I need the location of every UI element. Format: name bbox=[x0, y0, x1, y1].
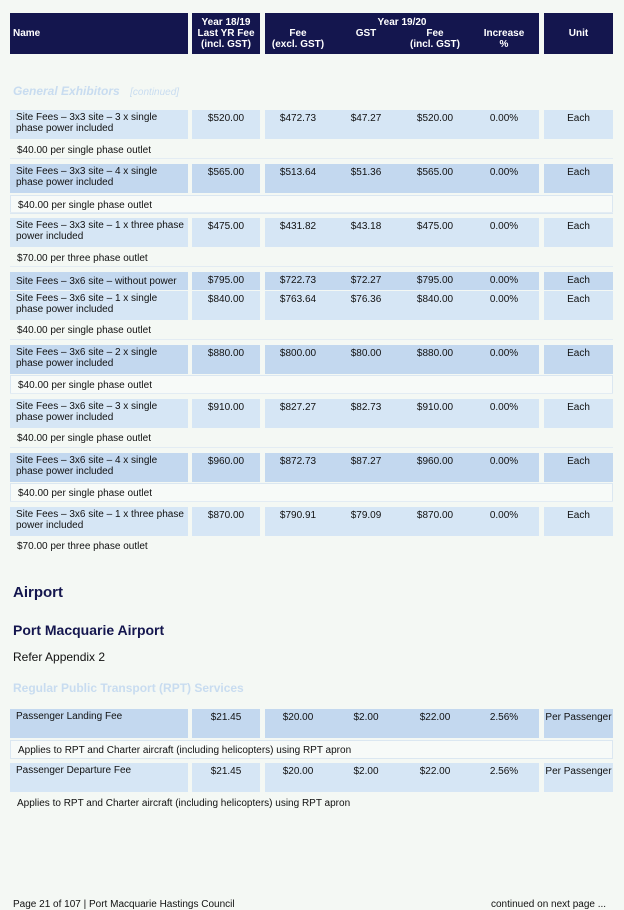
row-divider bbox=[10, 447, 613, 448]
fee-name: Site Fees – 3x3 site – 3 x single phase power included bbox=[16, 112, 158, 134]
fee-incl-gst: $22.00 bbox=[419, 712, 451, 723]
fee-note: $40.00 per single phase outlet bbox=[17, 325, 151, 336]
footer-page-info: Page 21 of 107 | Port Macquarie Hastings Council bbox=[13, 899, 235, 910]
fee-unit: Each bbox=[567, 402, 590, 413]
section-continued: [continued] bbox=[130, 87, 180, 98]
fee-incl-gst: $870.00 bbox=[416, 510, 454, 521]
fee-name: Site Fees – 3x6 site – 1 x single phase power included bbox=[16, 293, 158, 315]
fee-excl-gst: $827.27 bbox=[279, 402, 317, 413]
fee-increase: 0.00% bbox=[489, 456, 519, 467]
fee-name: Site Fees – 3x6 site – 4 x single phase power included bbox=[16, 455, 158, 477]
fee-unit: Each bbox=[567, 510, 590, 521]
col-header-increase: Increase % bbox=[483, 28, 525, 50]
fee-excl-gst: $790.91 bbox=[279, 510, 317, 521]
fee-name: Site Fees – 3x6 site – 3 x single phase power included bbox=[16, 401, 158, 423]
fee-name: Site Fees – 3x3 site – 1 x three phase power included bbox=[16, 220, 184, 242]
fee-incl-gst: $840.00 bbox=[416, 294, 454, 305]
row-divider bbox=[10, 501, 613, 502]
fee-increase: 0.00% bbox=[489, 348, 519, 359]
fee-gst: $2.00 bbox=[353, 766, 379, 777]
fee-name: Site Fees – 3x6 site – 2 x single phase power included bbox=[16, 347, 158, 369]
footer-continued: continued on next page ... bbox=[491, 899, 607, 910]
fee-gst: $76.36 bbox=[350, 294, 382, 305]
fee-unit: Each bbox=[567, 456, 590, 467]
col-header-fee-excl: Fee (excl. GST) bbox=[271, 28, 325, 50]
fee-gst: $72.27 bbox=[350, 275, 382, 286]
fee-note: $40.00 per single phase outlet bbox=[17, 145, 151, 156]
fee-note: $40.00 per single phase outlet bbox=[17, 433, 151, 444]
row-divider bbox=[10, 212, 613, 213]
fee-increase: 0.00% bbox=[489, 294, 519, 305]
fee-gst: $43.18 bbox=[350, 221, 382, 232]
fee-last-year: $910.00 bbox=[207, 402, 245, 413]
fee-increase: 0.00% bbox=[489, 221, 519, 232]
fee-incl-gst: $795.00 bbox=[416, 275, 454, 286]
col-header-name: Name bbox=[10, 13, 188, 54]
col-header-unit: Unit bbox=[544, 13, 613, 54]
rpt-section-title: Regular Public Transport (RPT) Services bbox=[13, 681, 244, 695]
fee-excl-gst: $763.64 bbox=[279, 294, 317, 305]
fee-unit: Each bbox=[567, 348, 590, 359]
fee-name: Passenger Departure Fee bbox=[16, 765, 132, 776]
fee-incl-gst: $960.00 bbox=[416, 456, 454, 467]
fee-note: $70.00 per three phase outlet bbox=[17, 541, 148, 552]
fee-gst: $2.00 bbox=[353, 712, 379, 723]
section-title bbox=[13, 82, 179, 100]
fee-unit: Each bbox=[567, 275, 590, 286]
col-header-last-year: Year 18/19 Last YR Fee (incl. GST) bbox=[192, 13, 260, 54]
fee-gst: $47.27 bbox=[350, 113, 382, 124]
fee-incl-gst: $565.00 bbox=[416, 167, 454, 178]
fee-last-year: $21.45 bbox=[210, 766, 242, 777]
col-header-fee-incl: Fee (incl. GST) bbox=[410, 28, 460, 50]
fee-name: Site Fees – 3x6 site – 1 x three phase power included bbox=[16, 509, 184, 531]
fee-unit: Per Passenger bbox=[545, 712, 612, 723]
col-header-gst: GST bbox=[355, 28, 377, 39]
year-group-label: Year 19/20 bbox=[377, 17, 427, 28]
refer-appendix: Refer Appendix 2 bbox=[13, 650, 106, 664]
fee-last-year: $795.00 bbox=[207, 275, 245, 286]
fee-note: Applies to RPT and Charter aircraft (including helicopters) using RPT apron bbox=[10, 740, 613, 759]
fee-note: $70.00 per three phase outlet bbox=[17, 253, 148, 264]
fee-unit: Each bbox=[567, 221, 590, 232]
fee-excl-gst: $800.00 bbox=[279, 348, 317, 359]
fee-last-year: $960.00 bbox=[207, 456, 245, 467]
airport-heading: Airport bbox=[13, 584, 63, 601]
fee-excl-gst: $513.64 bbox=[279, 167, 317, 178]
fee-last-year: $870.00 bbox=[207, 510, 245, 521]
row-divider bbox=[10, 393, 613, 394]
fee-name: Site Fees – 3x6 site – without power bbox=[16, 276, 177, 287]
fee-incl-gst: $880.00 bbox=[416, 348, 454, 359]
fee-unit: Each bbox=[567, 167, 590, 178]
fee-increase: 0.00% bbox=[489, 402, 519, 413]
fee-excl-gst: $20.00 bbox=[282, 712, 314, 723]
fee-unit: Each bbox=[567, 294, 590, 305]
fee-last-year: $840.00 bbox=[207, 294, 245, 305]
fee-gst: $80.00 bbox=[350, 348, 382, 359]
fee-last-year: $475.00 bbox=[207, 221, 245, 232]
row-divider bbox=[10, 158, 613, 159]
fee-incl-gst: $22.00 bbox=[419, 766, 451, 777]
fee-unit: Per Passenger bbox=[545, 766, 612, 777]
fee-increase: 2.56% bbox=[489, 766, 519, 777]
fee-last-year: $880.00 bbox=[207, 348, 245, 359]
fee-increase: 0.00% bbox=[489, 275, 519, 286]
fee-excl-gst: $722.73 bbox=[279, 275, 317, 286]
fee-gst: $79.09 bbox=[350, 510, 382, 521]
fee-name: Passenger Landing Fee bbox=[16, 711, 123, 722]
fee-gst: $51.36 bbox=[350, 167, 382, 178]
fee-increase: 0.00% bbox=[489, 510, 519, 521]
fee-gst: $87.27 bbox=[350, 456, 382, 467]
fee-note: $40.00 per single phase outlet bbox=[10, 483, 613, 502]
fee-excl-gst: $20.00 bbox=[282, 766, 314, 777]
fee-increase: 2.56% bbox=[489, 712, 519, 723]
fee-last-year: $21.45 bbox=[210, 712, 242, 723]
fee-excl-gst: $872.73 bbox=[279, 456, 317, 467]
fee-note: Applies to RPT and Charter aircraft (including helicopters) using RPT apron bbox=[17, 798, 351, 809]
row-divider bbox=[10, 339, 613, 340]
fee-note: $40.00 per single phase outlet bbox=[10, 195, 613, 214]
fee-incl-gst: $475.00 bbox=[416, 221, 454, 232]
fee-incl-gst: $910.00 bbox=[416, 402, 454, 413]
fee-excl-gst: $431.82 bbox=[279, 221, 317, 232]
fee-note: $40.00 per single phase outlet bbox=[10, 375, 613, 394]
fee-increase: 0.00% bbox=[489, 113, 519, 124]
fee-incl-gst: $520.00 bbox=[416, 113, 454, 124]
col-header-year-1920 bbox=[265, 13, 539, 54]
airport-subheading: Port Macquarie Airport bbox=[13, 622, 165, 638]
fee-unit: Each bbox=[567, 113, 590, 124]
section-title-text: General Exhibitors bbox=[13, 84, 120, 98]
fee-name: Site Fees – 3x3 site – 4 x single phase power included bbox=[16, 166, 158, 188]
fee-increase: 0.00% bbox=[489, 167, 519, 178]
fee-last-year: $565.00 bbox=[207, 167, 245, 178]
fee-excl-gst: $472.73 bbox=[279, 113, 317, 124]
row-divider bbox=[10, 266, 613, 267]
fee-last-year: $520.00 bbox=[207, 113, 245, 124]
fee-gst: $82.73 bbox=[350, 402, 382, 413]
